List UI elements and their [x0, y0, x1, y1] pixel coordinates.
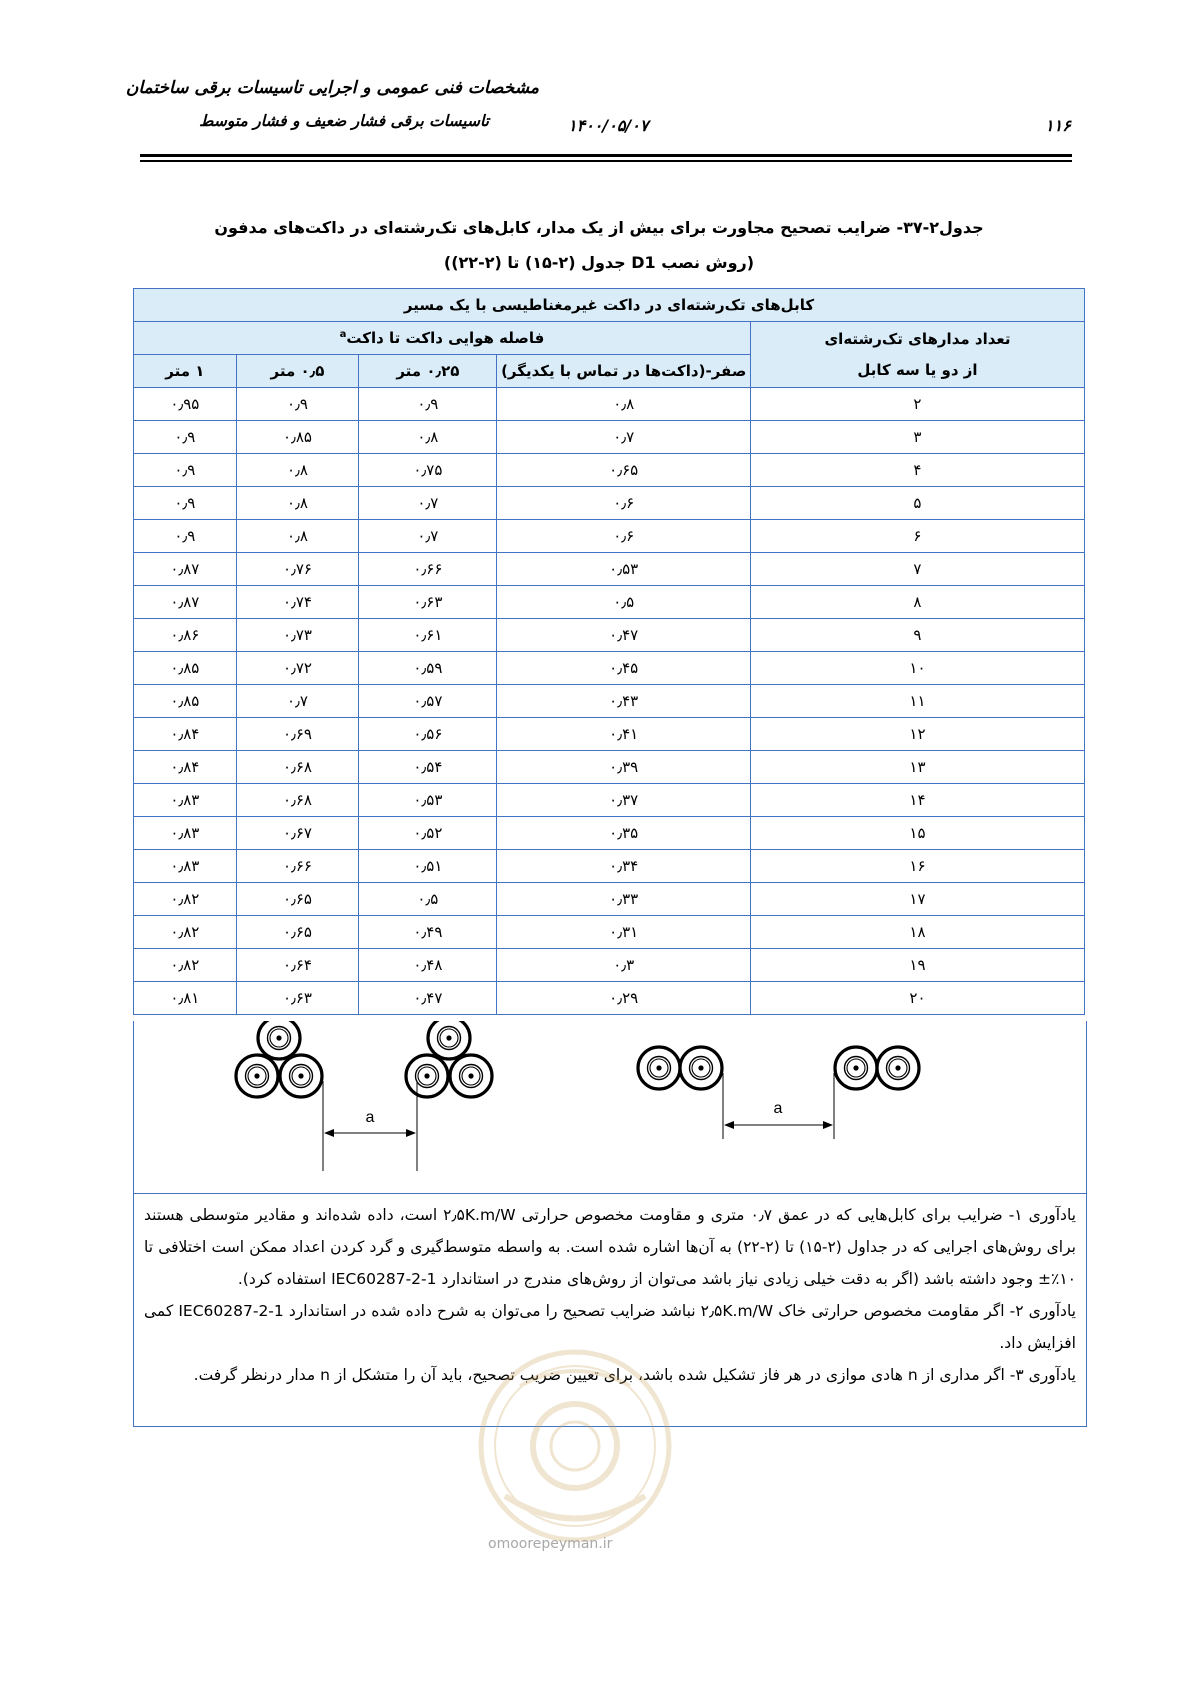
factor-cell: ۰٫۶۶	[236, 850, 359, 883]
table-row	[134, 718, 1085, 751]
factor-cell: ۰٫۶۵	[236, 916, 359, 949]
factor-cell: ۰٫۴۱	[497, 718, 750, 751]
factor-cell: ۰٫۹	[134, 454, 237, 487]
table-row	[134, 784, 1085, 817]
factor-cell: ۰٫۸	[236, 520, 359, 553]
factor-cell: ۰٫۸۲	[134, 883, 237, 916]
table-top-header: کابل‌های تک‌رشته‌ای در داکت غیرمغناطیسی با یک مسیر	[134, 289, 1085, 322]
table-row	[134, 487, 1085, 520]
spacing-group-header	[134, 322, 751, 355]
circuit-count-cell: ۵	[750, 487, 1084, 520]
table-row	[134, 883, 1085, 916]
page-number: ۱۱۶	[1045, 116, 1071, 135]
circuit-count-cell: ۱۹	[750, 949, 1084, 982]
circuit-count-cell: ۱۵	[750, 817, 1084, 850]
table-row	[134, 388, 1085, 421]
factor-cell: ۰٫۹	[359, 388, 497, 421]
column-header: صفر-(داکت‌ها در تماس با یکدیگر)	[497, 355, 750, 388]
header-rule-thin	[140, 160, 1072, 162]
table-body	[134, 388, 1085, 1015]
circuit-count-cell: ۶	[750, 520, 1084, 553]
circuit-count-cell: ۲۰	[750, 982, 1084, 1015]
factor-cell: ۰٫۶	[497, 520, 750, 553]
factor-cell: ۰٫۸۵	[134, 652, 237, 685]
factor-cell: ۰٫۳۹	[497, 751, 750, 784]
watermark-url: omoorepeyman.ir	[488, 1536, 613, 1552]
circuits-header-line2: از دو یا سه کابل	[857, 360, 978, 379]
factor-cell: ۰٫۶۸	[236, 784, 359, 817]
factor-cell: ۰٫۸۶	[134, 619, 237, 652]
table-row	[134, 850, 1085, 883]
circuits-column-header	[750, 322, 1084, 388]
table-row	[134, 817, 1085, 850]
table-row	[134, 619, 1085, 652]
factor-cell: ۰٫۷	[497, 421, 750, 454]
factor-cell: ۰٫۸	[359, 421, 497, 454]
factor-cell: ۰٫۹	[134, 421, 237, 454]
circuit-count-cell: ۲	[750, 388, 1084, 421]
factor-cell: ۰٫۸۳	[134, 817, 237, 850]
factor-cell: ۰٫۶۳	[359, 586, 497, 619]
factor-cell: ۰٫۴۸	[359, 949, 497, 982]
factor-cell: ۰٫۹	[134, 520, 237, 553]
section-title: تاسیسات برقی فشار ضعیف و فشار متوسط	[199, 112, 489, 130]
factor-cell: ۰٫۳۵	[497, 817, 750, 850]
factor-cell: ۰٫۷۶	[236, 553, 359, 586]
factor-cell: ۰٫۸۵	[236, 421, 359, 454]
factor-cell: ۰٫۶۵	[236, 883, 359, 916]
correction-factor-table	[133, 288, 1085, 1015]
factor-cell: ۰٫۴۷	[497, 619, 750, 652]
factor-cell: ۰٫۶۴	[236, 949, 359, 982]
factor-cell: ۰٫۳۴	[497, 850, 750, 883]
factor-cell: ۰٫۶	[497, 487, 750, 520]
factor-cell: ۰٫۸۲	[134, 916, 237, 949]
circuit-count-cell: ۳	[750, 421, 1084, 454]
note-3: یادآوری ۳- اگر مداری از n هادی موازی در هر فاز تشکیل شده باشد، برای تعیین ضریب تصحیح، باید آن را متشکل از n مدار درنظر گرفت.	[193, 1366, 1076, 1384]
note-1: یادآوری ۱- ضرایب برای کابل‌هایی که در عمق ۰٫۷ متری و مقاومت مخصوص حرارتی ۲٫۵K.m/W است، داده شده‌اند و مقادیر متوسطی هستند برای روش‌های اجرایی که در جداول (۲-۱۵) تا (۲-۲۲) به آن‌ها اشاره شده است. به واسطه متوسط‌گیری و گرد کردن اعداد ممکن است اختلافی تا ۱۰٪± وجود داشته باشد (اگر به دقت خیلی زیادی نیاز باشد می‌توان از روش‌های مندرج در استاندارد IEC60287-2-1 استفاده کرد).	[144, 1206, 1077, 1288]
spacing-group-label: فاصله هوایی داکت تا داکت	[346, 329, 545, 347]
factor-cell: ۰٫۵۶	[359, 718, 497, 751]
factor-cell: ۰٫۶۵	[497, 454, 750, 487]
spacing-label: a	[773, 1100, 783, 1117]
factor-cell: ۰٫۸۱	[134, 982, 237, 1015]
factor-cell: ۰٫۶۷	[236, 817, 359, 850]
table-row	[134, 916, 1085, 949]
factor-cell: ۰٫۸۷	[134, 553, 237, 586]
cable-arrangement-figure	[133, 1021, 1087, 1194]
factor-cell: ۰٫۶۳	[236, 982, 359, 1015]
circuit-count-cell: ۱۷	[750, 883, 1084, 916]
circuit-count-cell: ۱۳	[750, 751, 1084, 784]
column-header: ۰٫۲۵ متر	[359, 355, 497, 388]
factor-cell: ۰٫۸۳	[134, 850, 237, 883]
column-header: ۱ متر	[134, 355, 237, 388]
circuit-count-cell: ۹	[750, 619, 1084, 652]
circuit-count-cell: ۱۶	[750, 850, 1084, 883]
factor-cell: ۰٫۶۸	[236, 751, 359, 784]
factor-cell: ۰٫۷	[359, 520, 497, 553]
column-header: ۰٫۵ متر	[236, 355, 359, 388]
spacing-label: a	[365, 1109, 375, 1126]
table-row	[134, 586, 1085, 619]
factor-cell: ۰٫۷	[359, 487, 497, 520]
factor-cell: ۰٫۶۹	[236, 718, 359, 751]
factor-cell: ۰٫۹	[134, 487, 237, 520]
factor-cell: ۰٫۳	[497, 949, 750, 982]
table-row	[134, 685, 1085, 718]
factor-cell: ۰٫۸	[236, 487, 359, 520]
factor-cell: ۰٫۸۴	[134, 751, 237, 784]
table-caption: جدول۲-۳۷- ضرایب تصحیح مجاورت برای بیش از یک مدار، کابل‌های تک‌رشته‌ای در داکت‌های مدفون	[214, 218, 984, 237]
table-row	[134, 751, 1085, 784]
table-caption-subtitle: (روش نصب D1 جدول (۲-۱۵) تا (۲-۲۲))	[443, 253, 755, 272]
circuits-header-line1: تعداد مدارهای تک‌رشته‌ای	[824, 329, 1011, 348]
circuit-count-cell: ۱۸	[750, 916, 1084, 949]
document-date: ۱۴۰۰/۰۵/۰۷	[568, 116, 649, 135]
factor-cell: ۰٫۵	[359, 883, 497, 916]
factor-cell: ۰٫۳۷	[497, 784, 750, 817]
table-row	[134, 454, 1085, 487]
circuit-count-cell: ۷	[750, 553, 1084, 586]
factor-cell: ۰٫۵۱	[359, 850, 497, 883]
factor-cell: ۰٫۸	[236, 454, 359, 487]
factor-cell: ۰٫۸	[497, 388, 750, 421]
circuit-count-cell: ۱۴	[750, 784, 1084, 817]
factor-cell: ۰٫۴۵	[497, 652, 750, 685]
factor-cell: ۰٫۷۲	[236, 652, 359, 685]
factor-cell: ۰٫۸۴	[134, 718, 237, 751]
factor-cell: ۰٫۸۳	[134, 784, 237, 817]
table-row	[134, 553, 1085, 586]
factor-cell: ۰٫۹۵	[134, 388, 237, 421]
factor-cell: ۰٫۵۷	[359, 685, 497, 718]
circuit-count-cell: ۴	[750, 454, 1084, 487]
table-row	[134, 520, 1085, 553]
circuit-count-cell: ۱۰	[750, 652, 1084, 685]
factor-cell: ۰٫۸۷	[134, 586, 237, 619]
table-row	[134, 982, 1085, 1015]
circuit-count-cell: ۸	[750, 586, 1084, 619]
factor-cell: ۰٫۹	[236, 388, 359, 421]
cable-arrangement-diagram	[134, 1021, 1086, 1193]
factor-cell: ۰٫۸۵	[134, 685, 237, 718]
factor-cell: ۰٫۶۶	[359, 553, 497, 586]
factor-cell: ۰٫۷	[236, 685, 359, 718]
note-2: یادآوری ۲- اگر مقاومت مخصوص حرارتی خاک ۲٫۵K.m/W نباشد ضرایب تصحیح را می‌توان به شرح داده شده در استاندارد IEC60287-2-1 کمی افزایش داد.	[144, 1302, 1076, 1352]
factor-cell: ۰٫۶۱	[359, 619, 497, 652]
factor-cell: ۰٫۲۹	[497, 982, 750, 1015]
factor-cell: ۰٫۴۷	[359, 982, 497, 1015]
factor-cell: ۰٫۷۴	[236, 586, 359, 619]
document-title: مشخصات فنی عمومی و اجرایی تاسیسات برقی ساختمان	[125, 78, 539, 98]
factor-cell: ۰٫۵۴	[359, 751, 497, 784]
circuit-count-cell: ۱۲	[750, 718, 1084, 751]
watermark-seal-icon	[475, 1346, 675, 1546]
factor-cell: ۰٫۸۲	[134, 949, 237, 982]
factor-cell: ۰٫۵۳	[497, 553, 750, 586]
table-row	[134, 652, 1085, 685]
table-row	[134, 421, 1085, 454]
factor-cell: ۰٫۵۳	[359, 784, 497, 817]
factor-cell: ۰٫۳۳	[497, 883, 750, 916]
footnote-marker: a	[339, 329, 347, 340]
factor-cell: ۰٫۵۲	[359, 817, 497, 850]
factor-cell: ۰٫۷۳	[236, 619, 359, 652]
factor-cell: ۰٫۵۹	[359, 652, 497, 685]
circuit-count-cell: ۱۱	[750, 685, 1084, 718]
factor-cell: ۰٫۳۱	[497, 916, 750, 949]
factor-cell: ۰٫۷۵	[359, 454, 497, 487]
header-rule-thick	[140, 154, 1072, 157]
table-row	[134, 949, 1085, 982]
factor-cell: ۰٫۴۹	[359, 916, 497, 949]
factor-cell: ۰٫۴۳	[497, 685, 750, 718]
factor-cell: ۰٫۵	[497, 586, 750, 619]
